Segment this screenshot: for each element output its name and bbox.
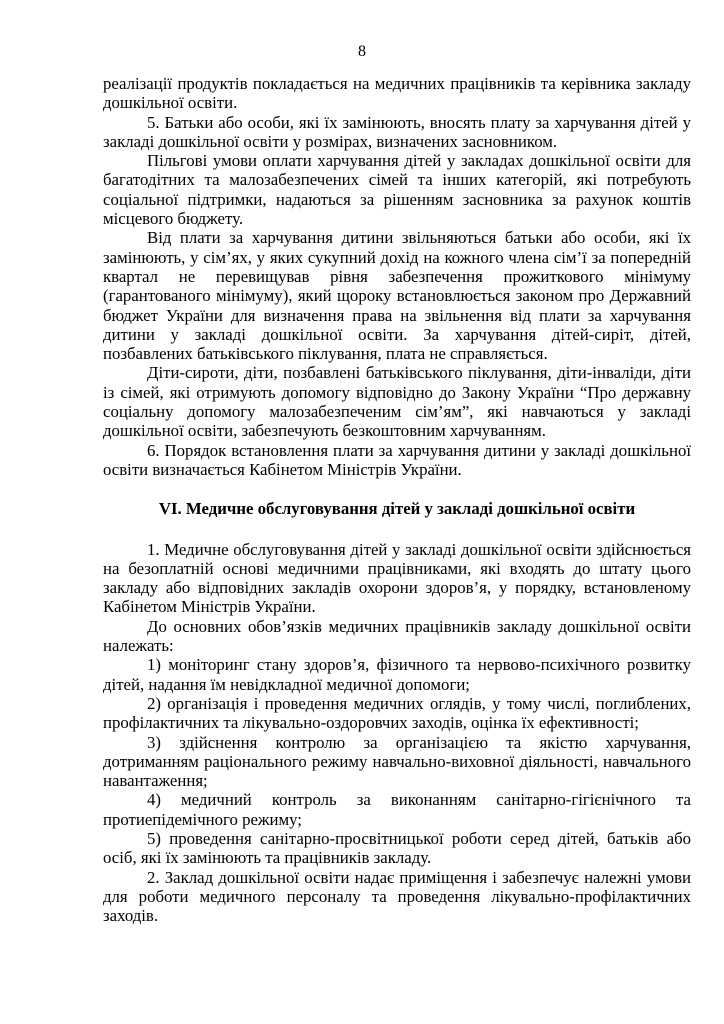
paragraph-continuation: реалізації продуктів покладається на медичних працівників та керівника закладу дошкільної освіти.: [103, 74, 691, 113]
paragraph-duty-1: 1) моніторинг стану здоров’я, фізичного та нервово-психічного розвитку дітей, надання їм невідкладної медичної допомоги;: [103, 655, 691, 694]
paragraph-payment-exemption: Від плати за харчування дитини звільняються батьки або особи, які їх замінюють, у сім’ях, у яких сукупний дохід на кожного члена сім’ї за попередній квартал не перевищував рівня забезпечення прожиткового мінімуму (гарантованого мінімуму), який щороку встановлюється законом про Державний бюджет України для визначення права на звільнення від плати за харчування дитини у закладі дошкільної освіти. За харчування дітей-сиріт, дітей, позбавлених батьківського піклування, плата не справляється.: [103, 228, 691, 364]
paragraph-duty-2: 2) організація і проведення медичних оглядів, у тому числі, поглиблених, профілактичних та лікувально-оздоровчих заходів, оцінка їх ефективності;: [103, 693, 691, 733]
section-heading: VI. Медичне обслуговування дітей у закладі дошкільної освіти: [158, 499, 636, 519]
page-number: 8: [358, 43, 366, 60]
paragraph-duty-4: 4) медичний контроль за виконанням санітарно-гігієнічного та протиепідемічного режиму;: [103, 790, 691, 829]
paragraph-duties-intro: До основних обов’язків медичних працівників закладу дошкільної освіти належать:: [103, 616, 691, 656]
paragraph-medical-item-2: 2. Заклад дошкільної освіти надає приміщення і забезпечує належні умови для роботи медичного персоналу та проведення лікувально-профілактичних заходів.: [103, 867, 691, 926]
paragraph-duty-5: 5) проведення санітарно-просвітницької роботи серед дітей, батьків або осіб, які їх замінюють та працівників закладу.: [103, 828, 691, 868]
paragraph-preferential-conditions: Пільгові умови оплати харчування дітей у закладах дошкільної освіти для багатодітних та малозабезпечених сімей та інших категорій, які потребують соціальної підтримки, надаються за рішенням засновника за рахунок коштів місцевого бюджету.: [103, 151, 691, 229]
paragraph-item-5: 5. Батьки або особи, які їх замінюють, вносять плату за харчування дітей у закладі дошкільної освіти у розмірах, визначених засновником.: [103, 112, 691, 151]
paragraph-free-meals: Діти-сироти, діти, позбавлені батьківського піклування, діти-інваліди, діти із сімей, які отримують допомогу відповідно до Закону України “Про державну соціальну допомогу малозабезпеченим сім’ям”, які навчаються у закладі дошкільної освіти, забезпечують безкоштовним харчуванням.: [103, 363, 691, 441]
paragraph-item-6: 6. Порядок встановлення плати за харчування дитини у закладі дошкільної освіти визначається Кабінетом Міністрів України.: [103, 440, 691, 479]
paragraph-duty-3: 3) здійснення контролю за організацією та якістю харчування, дотриманням раціонального режиму навчально-виховної діяльності, навчального навантаження;: [103, 732, 691, 791]
document-body: [103, 74, 691, 925]
paragraph-medical-item-1: 1. Медичне обслуговування дітей у закладі дошкільної освіти здійснюється на безоплатній основі медичними працівниками, які входять до штату цього закладу або відповідних закладів охорони здоров’я, у порядку, встановленому Кабінетом Міністрів України.: [103, 539, 691, 617]
